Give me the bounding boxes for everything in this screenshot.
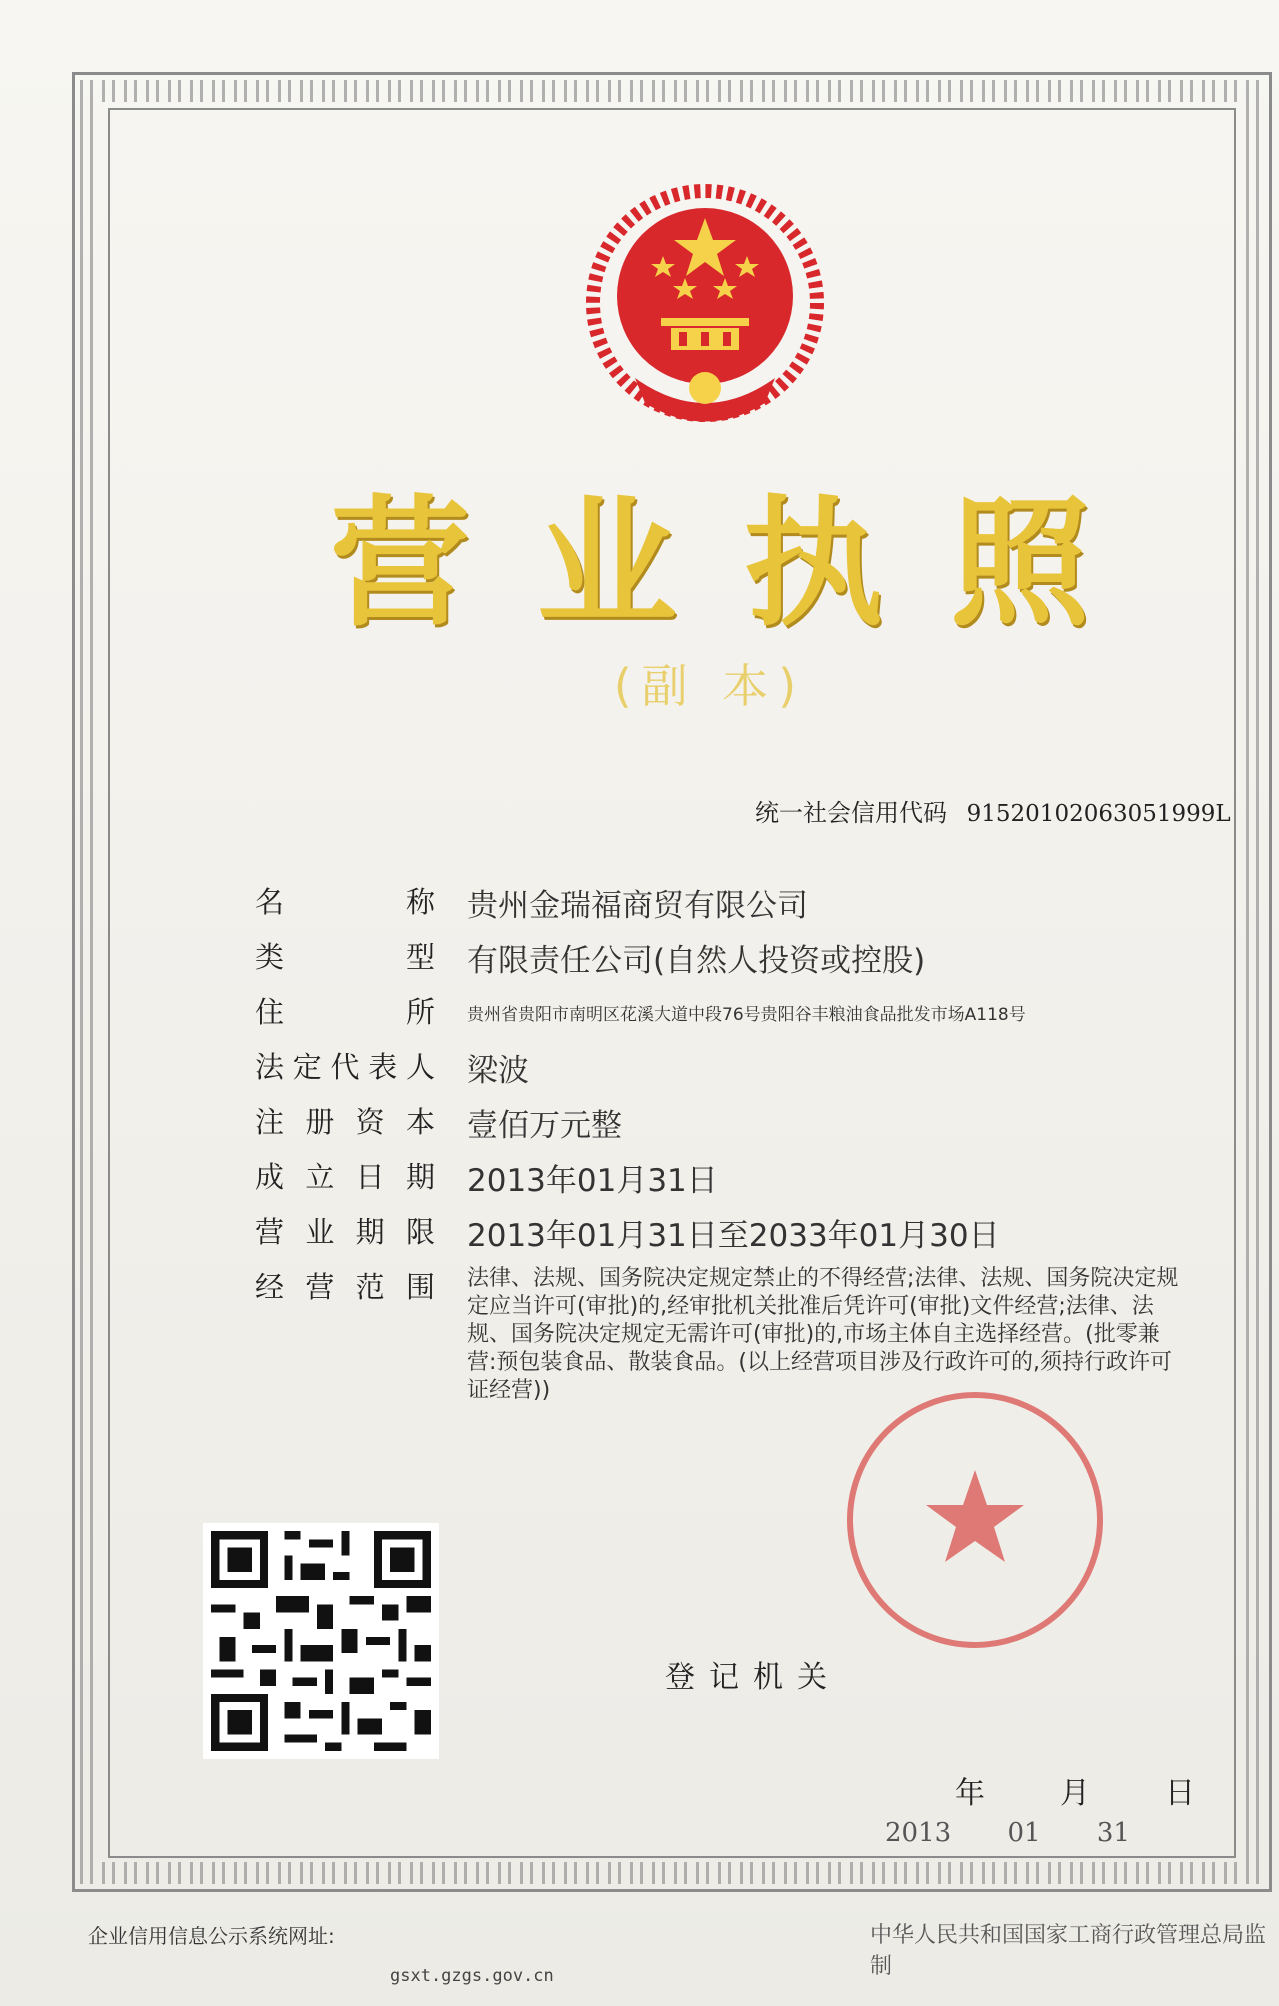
field-value: 2013年01月31日至2033年01月30日 [467, 1218, 1000, 1254]
qr-code-icon[interactable] [203, 1523, 439, 1759]
license-fields [255, 880, 1190, 1405]
field-label: 注 册 资 本 [255, 1105, 435, 1139]
field-value: 梁波 [467, 1053, 529, 1089]
day-value: 31 [1096, 1818, 1130, 1848]
registration-authority: 登记机关 [665, 1660, 841, 1695]
footer-issuer: 中华人民共和国国家工商行政管理总局监制 [870, 1923, 1267, 1979]
credit-code-label: 统一社会信用代码 [755, 799, 947, 827]
year-value: 2013 [885, 1818, 952, 1848]
field-value: 法律、法规、国务院决定规定禁止的不得经营;法律、法规、国务院决定规定应当许可(审批)的,经审批机关批准后凭许可(审批)文件经营;法律、法规、国务院决定规定无需许可(审批)的,市场主体自主选择经营。(批零兼营:预包装食品、散装食品。(以上经营项目涉及行政许可的,须持行政许可证经营)) [467, 1266, 1179, 1403]
field-name [255, 880, 1190, 935]
credit-code-line [755, 793, 1231, 828]
year-label: 年 [955, 1776, 985, 1811]
license-title [330, 465, 1090, 646]
license-subtitle: (副 本) [613, 659, 807, 713]
field-label: 营 业 期 限 [255, 1215, 435, 1249]
field-value: 贵州金瑞福商贸有限公司 [467, 888, 808, 924]
field-label: 住 所 [255, 995, 435, 1029]
official-seal-icon [840, 1385, 1110, 1655]
title-char: 执 [743, 483, 884, 646]
national-emblem-icon [575, 178, 835, 438]
field-scope [255, 1265, 1190, 1405]
footer-site-label: 企业信用信息公示系统网址: [88, 1924, 335, 1948]
day-label: 日 [1165, 1776, 1195, 1811]
issue-date-values [885, 1818, 1130, 1848]
credit-code-value: 91520102063051999L [966, 801, 1231, 827]
month-value: 01 [1007, 1818, 1041, 1848]
field-founded [255, 1155, 1190, 1210]
field-label: 法 定 代 表 人 [255, 1050, 435, 1084]
field-address [255, 990, 1190, 1045]
footer-url[interactable]: gsxt.gzgs.gov.cn [390, 1966, 554, 1986]
month-label: 月 [1060, 1776, 1090, 1811]
title-char: 照 [949, 483, 1090, 646]
title-char: 业 [536, 483, 677, 646]
field-term [255, 1210, 1190, 1265]
field-value: 贵州省贵阳市南明区花溪大道中段76号贵阳谷丰粮油食品批发市场A118号 [467, 1005, 1026, 1025]
field-label: 名 称 [255, 885, 435, 919]
field-capital [255, 1100, 1190, 1155]
field-legal-rep [255, 1045, 1190, 1100]
field-label: 成 立 日 期 [255, 1160, 435, 1194]
field-value: 2013年01月31日 [467, 1163, 718, 1199]
field-value: 壹佰万元整 [467, 1108, 622, 1144]
title-char: 营 [330, 483, 471, 646]
issue-date-labels [955, 1768, 1195, 1812]
field-label: 经 营 范 围 [255, 1270, 435, 1304]
field-label: 类 型 [255, 940, 435, 974]
field-type [255, 935, 1190, 990]
field-value: 有限责任公司(自然人投资或控股) [467, 943, 926, 979]
